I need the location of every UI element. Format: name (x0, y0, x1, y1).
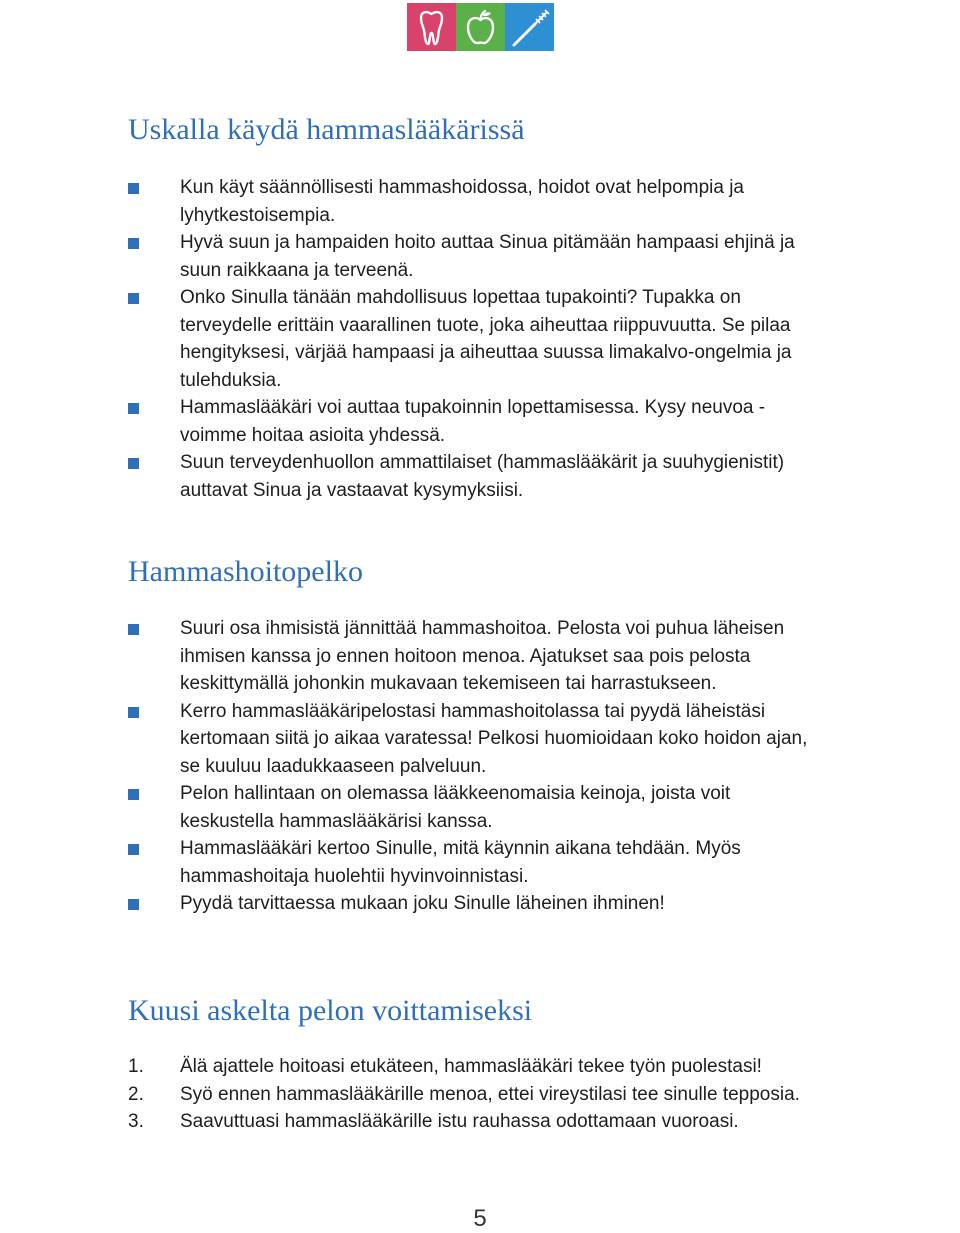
list-item-text: Kun käyt säännöllisesti hammashoidossa, hoidot ovat helpompia ja lyhytkestoisempia. (180, 177, 744, 226)
bullet-square-icon (128, 844, 139, 855)
bullet-square-icon (128, 707, 139, 718)
tooth-icon (407, 3, 456, 51)
list-item (128, 615, 828, 698)
step-number: 2. (128, 1083, 144, 1105)
step-number: 3. (128, 1111, 144, 1132)
list-item (128, 1108, 828, 1136)
list-item (128, 394, 828, 449)
bullet-square-icon (128, 293, 139, 304)
list-item-text: Pyydä tarvittaessa mukaan joku Sinulle läheinen ihminen! (180, 893, 665, 914)
page-number: 5 (473, 1205, 487, 1232)
section-title-dentist-visit: Uskalla käydä hammaslääkärissä (128, 113, 525, 146)
list-item-text: Syö ennen hammaslääkärille menoa, ettei vireystilasi tee sinulle tepposia. (180, 1083, 800, 1105)
list-item (128, 1081, 828, 1109)
section-title-six-steps: Kuusi askelta pelon voittamiseksi (128, 994, 533, 1027)
bullet-square-icon (128, 238, 139, 249)
bullet-square-icon (128, 403, 139, 414)
list-item (128, 890, 828, 918)
bullet-square-icon (128, 183, 139, 194)
step-number: 1. (128, 1056, 144, 1077)
bullet-square-icon (128, 899, 139, 910)
list-item (128, 449, 828, 504)
list-item (128, 229, 828, 284)
list-item-text: Suun terveydenhuollon ammattilaiset (hammaslääkärit ja suuhygienistit) auttavat Sinua ja vastaavat kysymyksiisi. (180, 452, 785, 501)
list-item-text: Saavuttuasi hammaslääkärille istu rauhassa odottamaan vuoroasi. (180, 1111, 739, 1132)
numbered-list-six-steps (128, 1053, 828, 1136)
toothbrush-icon (505, 3, 554, 51)
list-item-text: Hammaslääkäri kertoo Sinulle, mitä käynnin aikana tehdään. Myös hammashoitaja huolehtii hyvinvoinnistasi. (180, 838, 741, 887)
list-item (128, 284, 828, 394)
section-title-dental-fear: Hammashoitopelko (128, 555, 363, 588)
bullet-square-icon (128, 789, 139, 800)
list-item (128, 1053, 828, 1081)
brand-logo (407, 3, 554, 51)
bullet-square-icon (128, 624, 139, 635)
list-item (128, 174, 828, 229)
list-item-text: Suuri osa ihmisistä jännittää hammashoitoa. Pelosta voi puhua läheisen ihmisen kanssa jo ennen hoitoon menoa. Ajatukset saa pois pelosta keskittymällä johonkin mukavaan tekemiseen tai harrastukseen. (180, 618, 785, 694)
bullet-square-icon (128, 458, 139, 469)
bullet-list-dental-fear (128, 615, 828, 918)
list-item-text: Onko Sinulla tänään mahdollisuus lopettaa tupakointi? Tupakka on terveydelle erittäin vaarallinen tuote, joka aiheuttaa riippuvuutta. Se pilaa hengityksesi, värjää hampaasi ja aiheuttaa suussa limakalvo-ongelmia ja tulehduksia. (180, 287, 792, 391)
list-item (128, 780, 828, 835)
bullet-list-dentist-visit (128, 174, 828, 504)
list-item-text: Älä ajattele hoitoasi etukäteen, hammaslääkäri tekee työn puolestasi! (180, 1056, 762, 1077)
list-item (128, 835, 828, 890)
list-item-text: Kerro hammaslääkäripelostasi hammashoitolassa tai pyydä läheistäsi kertomaan siitä jo aikaa varatessa! Pelkosi huomioidaan koko hoidon ajan, se kuuluu laadukkaaseen palveluun. (180, 700, 808, 777)
list-item-text: Hammaslääkäri voi auttaa tupakoinnin lopettamisessa. Kysy neuvoa - voimme hoitaa asioita yhdessä. (180, 397, 766, 446)
list-item-text: Hyvä suun ja hampaiden hoito auttaa Sinua pitämään hampaasi ehjinä ja suun raikkaana ja terveenä. (180, 232, 795, 281)
apple-icon (456, 3, 505, 51)
list-item (128, 698, 828, 781)
list-item-text: Pelon hallintaan on olemassa lääkkeenomaisia keinoja, joista voit keskustella hammaslääkärisi kanssa. (180, 783, 731, 832)
